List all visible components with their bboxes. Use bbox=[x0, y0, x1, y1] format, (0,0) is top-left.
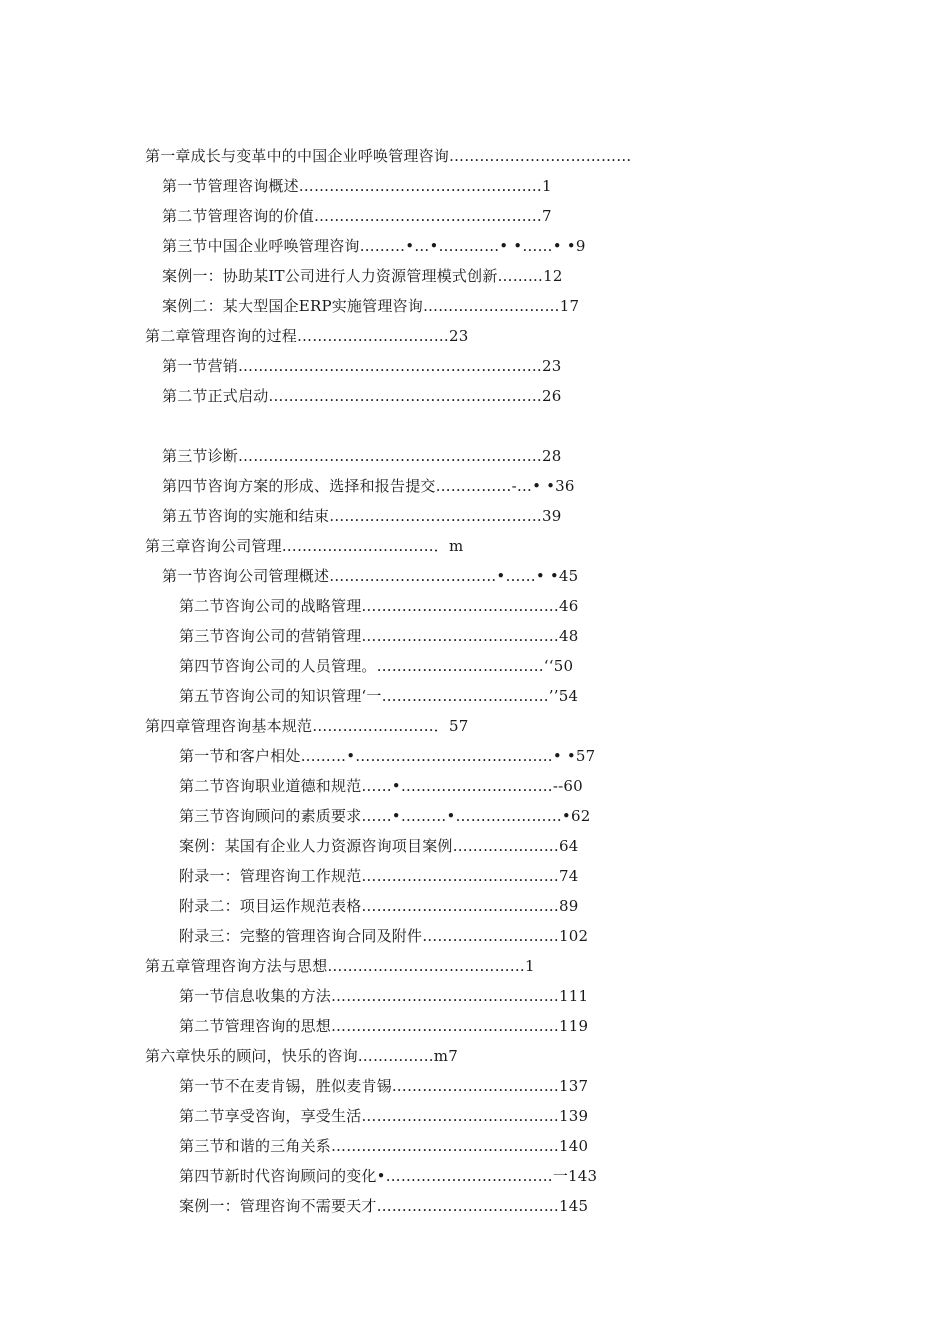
toc-entry: 第一节信息收集的方法………………………………………111 bbox=[179, 987, 589, 1005]
toc-entry: 第三节咨询顾问的素质要求……•………•…………………•62 bbox=[179, 807, 591, 825]
toc-entry: 第二节正式启动………………………………………………26 bbox=[162, 387, 562, 405]
toc-entry: 第一节和客户相处………•…………………………………• •57 bbox=[179, 747, 596, 765]
toc-entry: 附录一：管理咨询工作规范…………………………………74 bbox=[179, 867, 579, 885]
toc-chapter: 第三章咨询公司管理…………………………．m bbox=[145, 537, 464, 555]
toc-entry: 案例一：管理咨询不需要天才………………………………145 bbox=[179, 1197, 589, 1215]
toc-entry: 第二节管理咨询的思想………………………………………119 bbox=[179, 1017, 589, 1035]
toc-entry: 第二节咨询公司的战略管理…………………………………46 bbox=[179, 597, 579, 615]
toc-chapter: 第一章成长与变革中的中国企业呼唤管理咨询……………………………… bbox=[145, 147, 632, 165]
toc-entry: 第三节和谐的三角关系………………………………………140 bbox=[179, 1137, 589, 1155]
toc-entry: 第四节新时代咨询顾问的变化•……………………………一143 bbox=[179, 1167, 598, 1185]
toc-entry: 第五节咨询公司的知识管理‘一……………………………’’54 bbox=[179, 687, 579, 705]
toc-entry: 第二节咨询职业道德和规范……•…………………………--60 bbox=[179, 777, 583, 795]
toc-chapter: 第四章管理咨询基本规范……………………．57 bbox=[145, 717, 469, 735]
toc-chapter: 第二章管理咨询的过程…………………………23 bbox=[145, 327, 469, 345]
toc-entry: 第三节中国企业呼唤管理咨询………•…•…………• •……• •9 bbox=[162, 237, 586, 255]
toc-entry: 第一节管理咨询概述…………………………………………1 bbox=[162, 177, 552, 195]
toc-entry: 案例二：某大型国企ERP实施管理咨询………………………17 bbox=[162, 297, 580, 315]
toc-entry: 第四节咨询公司的人员管理。……………………………‘‘50 bbox=[179, 657, 574, 675]
toc-entry: 第三节诊断……………………………………………………28 bbox=[162, 447, 562, 465]
toc-entry: 第一节营销……………………………………………………23 bbox=[162, 357, 562, 375]
toc-chapter: 第六章快乐的顾问，快乐的咨询……………m7 bbox=[145, 1047, 458, 1065]
toc-entry: 第二节管理咨询的价值………………………………………7 bbox=[162, 207, 552, 225]
toc-entry: 第一节不在麦肯锡，胜似麦肯锡……………………………137 bbox=[179, 1077, 589, 1095]
toc-chapter: 第五章管理咨询方法与思想…………………………………1 bbox=[145, 957, 535, 975]
toc-entry: 案例：某国有企业人力资源咨询项目案例…………………64 bbox=[179, 837, 579, 855]
toc-entry: 第四节咨询方案的形成、选择和报告提交……………-…• •36 bbox=[162, 477, 575, 495]
toc-entry: 第一节咨询公司管理概述……………………………•……• •45 bbox=[162, 567, 579, 585]
toc-entry: 第五节咨询的实施和结束……………………………………39 bbox=[162, 507, 562, 525]
toc-entry: 附录二：项目运作规范表格…………………………………89 bbox=[179, 897, 579, 915]
toc-entry: 第三节咨询公司的营销管理…………………………………48 bbox=[179, 627, 579, 645]
toc-entry: 案例一：协助某IT公司进行人力资源管理模式创新………12 bbox=[162, 267, 563, 285]
toc-entry: 第二节享受咨询，享受生活…………………………………139 bbox=[179, 1107, 589, 1125]
toc-entry: 附录三：完整的管理咨询合同及附件………………………102 bbox=[179, 927, 589, 945]
